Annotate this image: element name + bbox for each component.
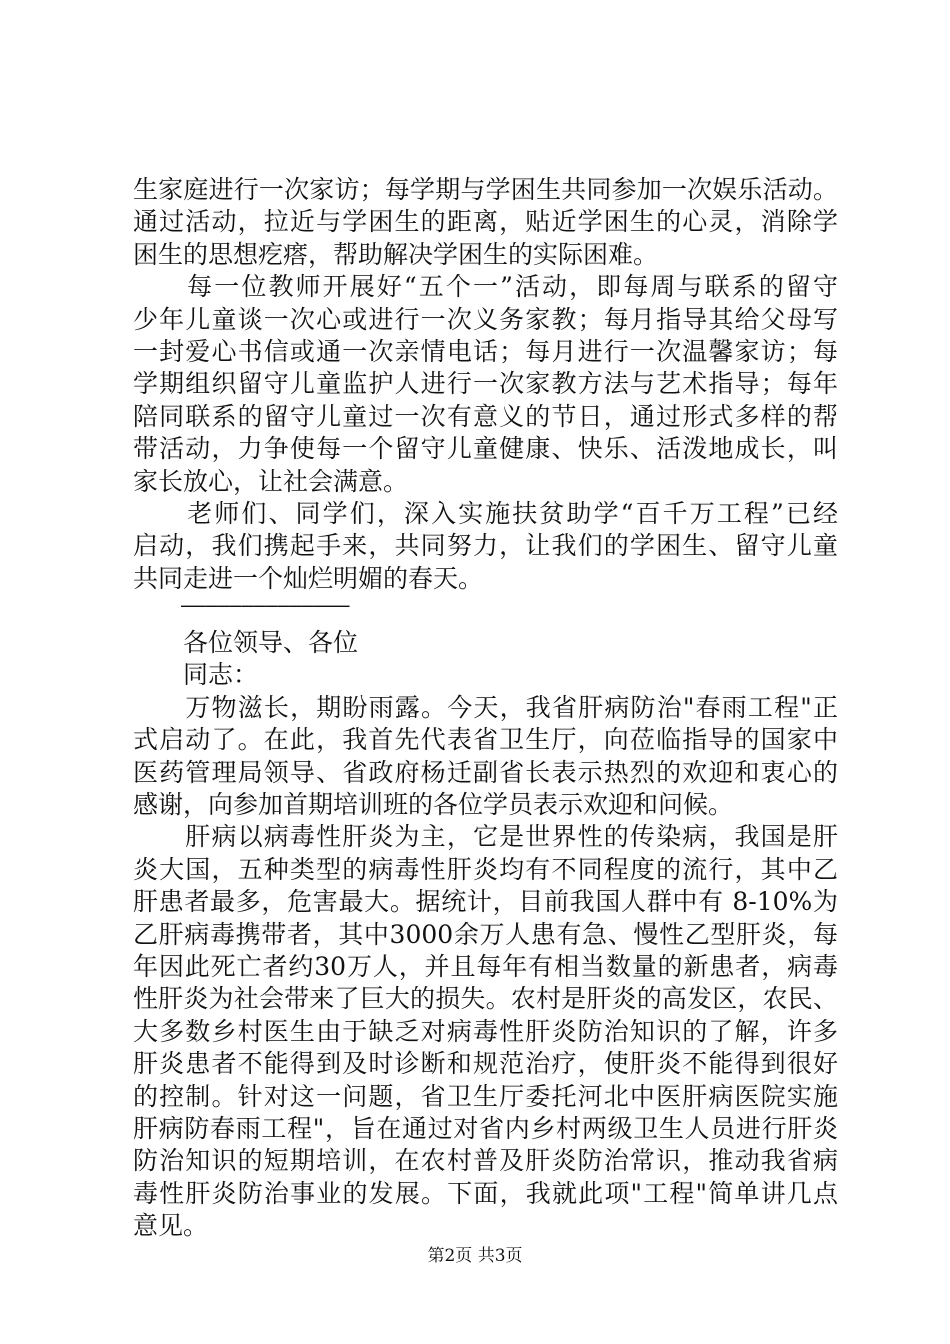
text-line: 老师们、同学们，深入实施扶贫助学“百千万工程”已经 — [133, 498, 838, 528]
text-line: 一封爱心书信或通一次亲情电话；每月进行一次温馨家访；每 — [133, 336, 838, 366]
text-line: 肝病以病毒性肝炎为主，它是世界性的传染病，我国是肝 — [133, 822, 838, 852]
text-line: 肝炎患者不能得到及时诊断和规范治疗，使肝炎不能得到很好 — [133, 1049, 838, 1079]
text-line: 生家庭进行一次家访；每学期与学困生共同参加一次娱乐活动。 — [133, 175, 838, 204]
text-line: 年因此死亡者约30万人，并且每年有相当数量的新患者，病毒 — [133, 951, 838, 981]
text-line: 万物滋长，期盼雨露。今天，我省肝病防治"春雨工程"正 — [133, 692, 838, 722]
text-line: 困生的思想疙瘩，帮助解决学困生的实际困难。 — [133, 239, 659, 269]
text-line: 式启动了。在此，我首先代表省卫生厅，向莅临指导的国家中 — [133, 725, 838, 755]
text-line: 每一位教师开展好“五个一”活动，即每周与联系的留守 — [133, 272, 838, 302]
text-line: 共同走进一个灿烂明媚的春天。 — [133, 563, 484, 593]
text-line: 毒性肝炎防治事业的发展。下面，我就此项"工程"简单讲几点 — [133, 1178, 838, 1208]
text-line: 肝病防春雨工程"，旨在通过对省内乡村两级卫生人员进行肝炎 — [133, 1113, 838, 1143]
text-line: 的控制。针对这一问题，省卫生厅委托河北中医肝病医院实施 — [133, 1081, 838, 1111]
greeting — [133, 627, 838, 692]
paragraph-spring-rain-launch — [133, 692, 838, 822]
paragraph-home-visit — [133, 174, 838, 271]
section-separator: —————————————— — [181, 593, 350, 618]
text-line: 感谢，向参加首期培训班的各位学员表示欢迎和问候。 — [133, 790, 734, 820]
paragraph-hepatitis — [133, 821, 838, 1242]
text-line: 医药管理局领导、省政府杨迁副省长表示热烈的欢迎和衷心的 — [133, 757, 838, 787]
document-body — [133, 174, 838, 1243]
text-line: 家长放心，让社会满意。 — [133, 466, 409, 496]
greeting-line: 同志： — [133, 660, 259, 690]
text-line: 少年儿童谈一次心或进行一次义务家教；每月指导其给父母写 — [133, 304, 838, 334]
paragraph-five-ones — [133, 271, 838, 498]
text-line: 大多数乡村医生由于缺乏对病毒性肝炎防治知识的了解，许多 — [133, 1016, 838, 1046]
text-line: 启动，我们携起手来，共同努力，让我们的学困生、留守儿童 — [133, 531, 838, 561]
greeting-line: 各位领导、各位 — [133, 628, 359, 658]
text-line: 肝患者最多，危害最大。据统计，目前我国人群中有 8-10%为 — [133, 887, 838, 917]
text-line: 通过活动，拉近与学困生的距离，贴近学困生的心灵，消除学 — [133, 207, 838, 237]
text-line: 炎大国，五种类型的病毒性肝炎均有不同程度的流行，其中乙 — [133, 854, 838, 884]
text-line: 防治知识的短期培训，在农村普及肝炎防治常识，推动我省病 — [133, 1146, 838, 1176]
text-line: 带活动，力争使每一个留守儿童健康、快乐、活泼地成长，叫 — [133, 434, 838, 464]
text-line: 乙肝病毒携带者，其中3000余万人患有急、慢性乙型肝炎，每 — [133, 919, 838, 949]
text-line: 意见。 — [133, 1211, 209, 1241]
text-line: 陪同联系的留守儿童过一次有意义的节日，通过形式多样的帮 — [133, 401, 838, 431]
page-number-footer: 第2页 共3页 — [427, 1246, 523, 1266]
paragraph-closing — [133, 498, 838, 595]
text-line: 性肝炎为社会带来了巨大的损失。农村是肝炎的高发区，农民、 — [133, 984, 838, 1014]
text-line: 学期组织留守儿童监护人进行一次家教方法与艺术指导；每年 — [133, 369, 838, 399]
